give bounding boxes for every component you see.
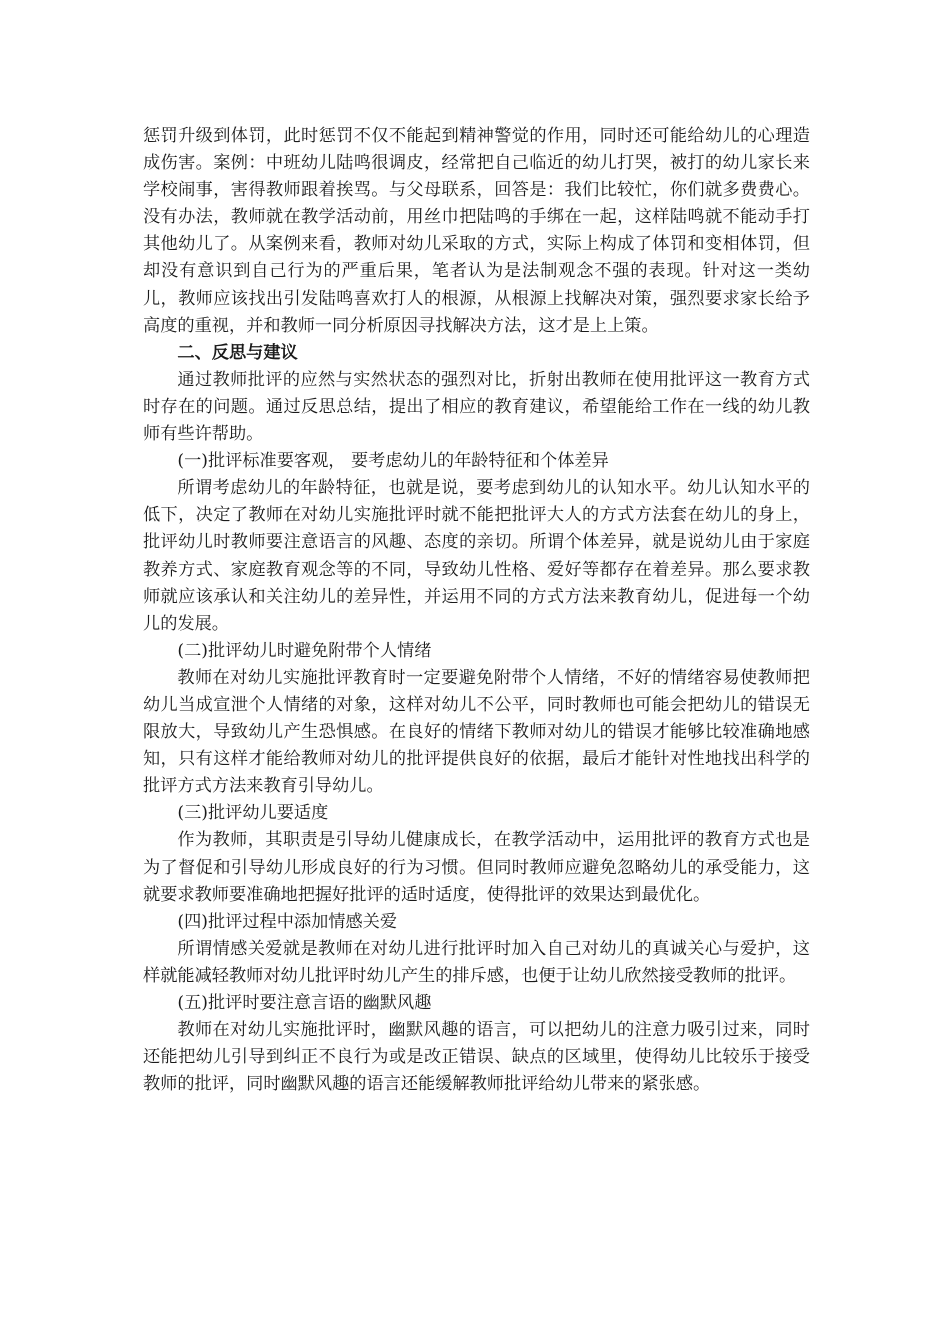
subheading-3: (三)批评幼儿要适度 xyxy=(177,803,329,824)
subheading-4: (四)批评过程中添加情感关爱 xyxy=(177,911,398,932)
document-page xyxy=(143,123,810,1098)
paragraph-intro: 通过教师批评的应然与实然状态的强烈对比，折射出教师在使用批评这一教育方式时存在的问题。通过反思总结，提出了相应的教育建议，希望能给工作在一线的幼儿教师有些许帮助。 xyxy=(143,369,810,445)
paragraph-3: 作为教师，其职责是引导幼儿健康成长，在教学活动中，运用批评的教育方式也是为了督促和引导幼儿形成良好的行为习惯。但同时教师应避免忽略幼儿的承受能力，这就要求教师要准确地把握好批评的适时适度，使得批评的效果达到最优化。 xyxy=(143,830,810,905)
paragraph-4: 所谓情感关爱就是教师在对幼儿进行批评时加入自己对幼儿的真诚关心与爱护，这样就能减轻教师对幼儿批评时幼儿产生的排斥感，也便于让幼儿欣然接受教师的批评。 xyxy=(143,938,810,986)
paragraph-case-study: 惩罚升级到体罚，此时惩罚不仅不能起到精神警觉的作用，同时还可能给幼儿的心理造成伤害。案例：中班幼儿陆鸣很调皮，经常把自己临近的幼儿打哭，被打的幼儿家长来学校闹事，害得教师跟着挨骂。与父母联系，回答是：我们比较忙，你们就多费费心。没有办法，教师就在教学活动前，用丝巾把陆鸣的手绑在一起，这样陆鸣就不能动手打其他幼儿了。从案例来看，教师对幼儿采取的方式，实际上构成了体罚和变相体罚，但却没有意识到自己行为的严重后果，笔者认为是法制观念不强的表现。针对这一类幼儿，教师应该找出引发陆鸣喜欢打人的根源，从根源上找解决对策，强烈要求家长给予高度的重视，并和教师一同分析原因寻找解决方法，这才是上上策。 xyxy=(143,126,810,336)
paragraph-5: 教师在对幼儿实施批评时，幽默风趣的语言，可以把幼儿的注意力吸引过来，同时还能把幼儿引导到纠正不良行为或是改正错误、缺点的区域里，使得幼儿比较乐于接受教师的批评，同时幽默风趣的语言还能缓解教师批评给幼儿带来的紧张感。 xyxy=(143,1020,810,1095)
section-heading-reflection: 二、反思与建议 xyxy=(177,342,298,363)
subheading-2: (二)批评幼儿时避免附带个人情绪 xyxy=(177,640,432,661)
subheading-5: (五)批评时要注意言语的幽默风趣 xyxy=(177,993,432,1013)
paragraph-2: 教师在对幼儿实施批评教育时一定要避免附带个人情绪，不好的情绪容易使教师把幼儿当成宣泄个人情绪的对象，这样对幼儿不公平，同时教师也可能会把幼儿的错误无限放大，导致幼儿产生恐惧感。在良好的情绪下教师对幼儿的错误才能够比较准确地感知，只有这样才能给教师对幼儿的批评提供良好的依据，最后才能针对性地找出科学的批评方式方法来教育引导幼儿。 xyxy=(143,667,810,797)
paragraph-1: 所谓考虑幼儿的年龄特征，也就是说，要考虑到幼儿的认知水平。幼儿认知水平的低下，决定了教师在对幼儿实施批评时就不能把批评大人的方式方法套在幼儿的身上，批评幼儿时教师要注意语言的风趣、态度的亲切。所谓个体差异，就是说幼儿由于家庭教养方式、家庭教育观念等的不同，导致幼儿性格、爱好等都存在着差异。那么要求教师就应该承认和关注幼儿的差异性，并运用不同的方式方法来教育幼儿，促进每一个幼儿的发展。 xyxy=(143,478,810,634)
subheading-1: (一)批评标准要客观， 要考虑幼儿的年龄特征和个体差异 xyxy=(177,451,609,472)
